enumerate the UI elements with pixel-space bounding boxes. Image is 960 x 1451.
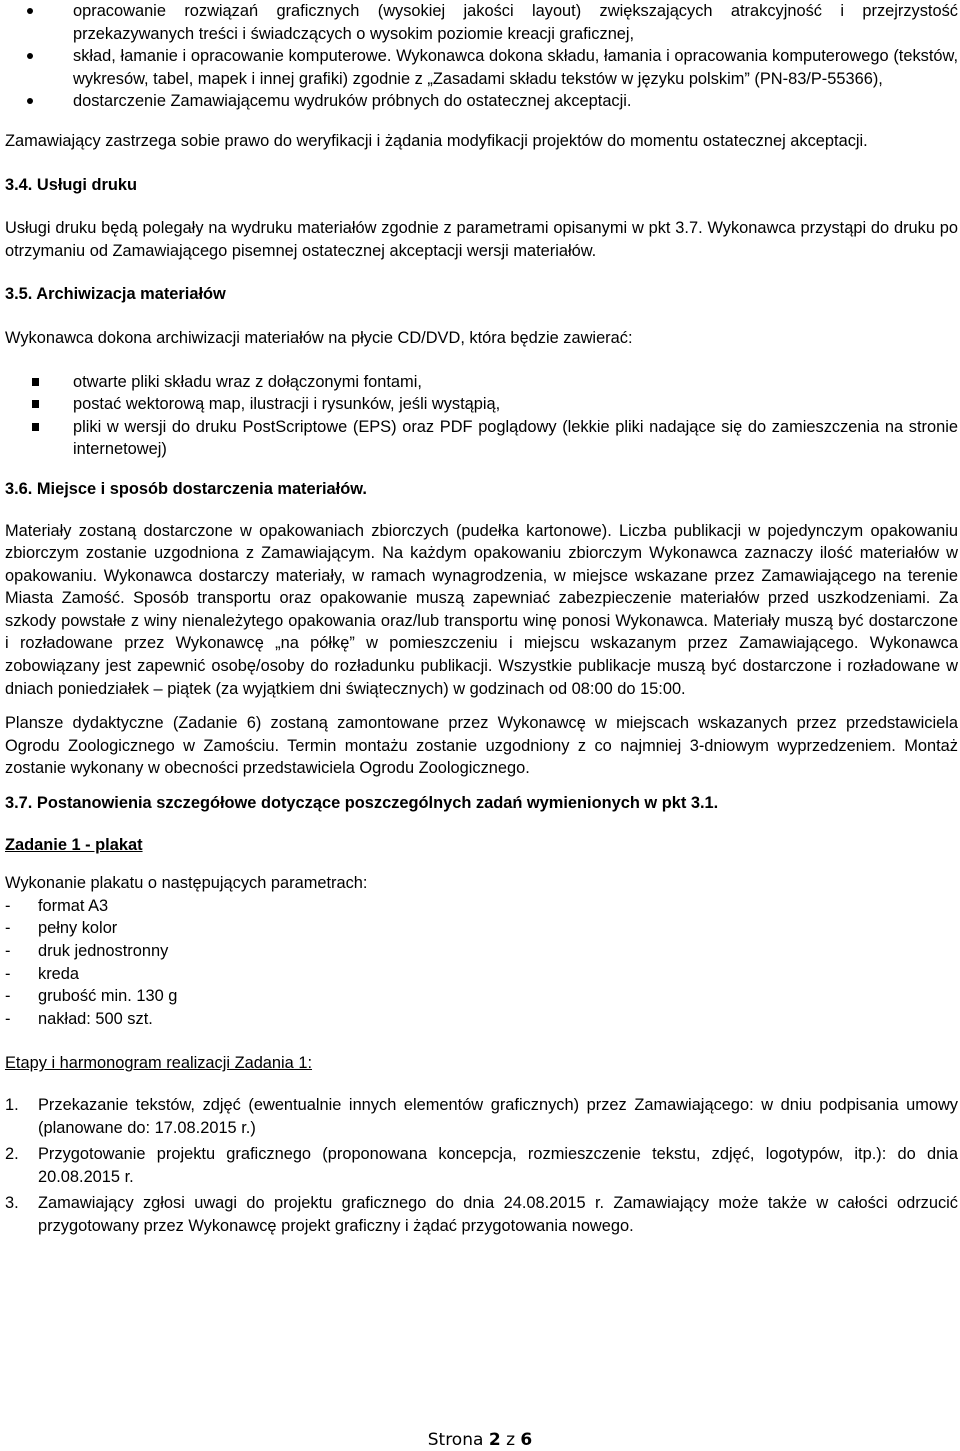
section-heading-3-7: 3.7. Postanowienia szczegółowe dotyczące poszczególnych zadań wymienionych w pkt 3.1. bbox=[5, 794, 719, 813]
square-bullet-icon bbox=[32, 378, 39, 386]
task-1-stages-title: Etapy i harmonogram realizacji Zadania 1: bbox=[5, 1054, 313, 1073]
task-1-params-list bbox=[5, 895, 958, 1031]
section-3-6-paragraph-1: Materiały zostaną dostarczone w opakowaniach zbiorczych (pudełka kartonowe). Liczba publikacji w pojedynczym opakowaniu zbiorczym zostanie uzgodniona z Zamawiającym. Na każdym opakowaniu zbiorczym Wykonawca zaznaczy ilość materiałów w opakowaniu. Wykonawca dostarczy materiały, w ramach wynagrodzenia, w miejsce wskazane przez Zamawiającego na terenie Miasta Zamość. Sposób transportu oraz opakowanie muszą zapewniać zabezpieczenie materiałów przed uszkodzeniami. Za szkody powstałe z winy nienależytego opakowania oraz/lub transportu winę ponosi Wykonawca. Materiały muszą być dostarczone i rozładowane przez Wykonawcę „na półkę” w pomieszczeniu i miejscu wskazanym przez Zamawiającego. Wykonawca zobowiązany jest zapewnić osobę/osoby do rozładunku publikacji. Wszystkie publikacje muszą być dostarczone i rozładowane w dniach poniedziałek – piątek (za wyjątkiem dni świątecznych) w godzinach od 08:00 do 15:00. bbox=[5, 521, 958, 698]
list-item: - pełny kolor bbox=[5, 919, 118, 938]
section-heading-3-4: 3.4. Usługi druku bbox=[5, 175, 138, 194]
list-item: - kreda bbox=[5, 964, 80, 983]
list-item: dostarczenie Zamawiającemu wydruków próbnych do ostatecznej akceptacji. bbox=[5, 90, 958, 113]
task-1-params-intro: Wykonanie plakatu o następujących parametrach: bbox=[5, 874, 368, 893]
bullet-dot-icon bbox=[27, 8, 33, 14]
page-number-footer: Strona 2 z 6 bbox=[427, 1430, 533, 1450]
list-item: 2. Przygotowanie projektu graficznego (proponowana koncepcja, rozmieszczenie tekstu, zdjęć, logotypów, itp.): do dnia 20.08.2015 r. bbox=[5, 1145, 958, 1186]
list-item: 3. Zamawiający zgłosi uwagi do projektu graficznego do dnia 24.08.2015 r. Zamawiający może także w całości odrzucić przygotowany przez Wykonawcę projekt graficzny i żądać przygotowania nowego. bbox=[5, 1194, 958, 1235]
bullet-dot-icon bbox=[27, 98, 33, 104]
page-content bbox=[5, 0, 958, 1242]
task-1-stages-list bbox=[5, 1094, 958, 1238]
list-item: otwarte pliki składu wraz z dołączonymi fontami, bbox=[5, 371, 958, 394]
section-heading-3-5: 3.5. Archiwizacja materiałów bbox=[5, 285, 226, 304]
section-3-4-text: Usługi druku będą polegały na wydruku materiałów zgodnie z parametrami opisanymi w pkt 3.7. Wykonawca przystąpi do druku po otrzymaniu od Zamawiającego pisemnej ostatecznej akceptacji wersji materiałów. bbox=[5, 219, 958, 260]
list-item: 1. Przekazanie tekstów, zdjęć (ewentualnie innych elementów graficznych) przez Zamawiającego: w dniu podpisania umowy (planowane do: 17.08.2015 r.) bbox=[5, 1095, 958, 1137]
square-bullet-icon bbox=[32, 423, 39, 431]
intro-bullet-list bbox=[5, 0, 958, 113]
list-item: pliki w wersji do druku PostScriptowe (EPS) oraz PDF poglądowy (lekkie pliki nadające się do zamieszczenia na stronie internetowej) bbox=[5, 416, 958, 461]
section-heading-3-6: 3.6. Miejsce i sposób dostarczenia materiałów. bbox=[5, 479, 367, 498]
list-item: - grubość min. 130 g bbox=[5, 987, 178, 1006]
square-bullet-icon bbox=[32, 400, 39, 408]
list-item: skład, łamanie i opracowanie komputerowe. Wykonawca dokona składu, łamania i opracowania komputerowego (tekstów, wykresów, tabel, mapek i innej grafiki) zgodnie z „Zasadami składu tekstów w języku polskim” (PN-83/P-55366), bbox=[5, 45, 958, 90]
bullet-dot-icon bbox=[27, 53, 33, 59]
list-item: postać wektorową map, ilustracji i rysunków, jeśli wystąpią, bbox=[5, 393, 958, 416]
archive-contents-list bbox=[5, 371, 958, 461]
section-3-5-intro: Wykonawca dokona archiwizacji materiałów na płycie CD/DVD, która będzie zawierać: bbox=[5, 328, 633, 347]
list-item: - nakład: 500 szt. bbox=[5, 1009, 153, 1028]
task-1-title: Zadanie 1 - plakat bbox=[5, 835, 143, 854]
list-item: - format A3 bbox=[5, 896, 109, 915]
list-item: - druk jednostronny bbox=[5, 942, 169, 960]
section-3-6-paragraph-2: Plansze dydaktyczne (Zadanie 6) zostaną zamontowane przez Wykonawcę w miejscach wskazanych przez przedstawiciela Ogrodu Zoologicznego w Zamościu. Termin montażu zostanie uzgodniony z co najmniej 3-dniowym wyprzedzeniem. Montaż zostanie wykonany w obecności przedstawiciela Ogrodu Zoologicznego. bbox=[5, 714, 958, 778]
list-item: opracowanie rozwiązań graficznych (wysokiej jakości layout) zwiększających atrakcyjność i przejrzystość przekazywanych treści i świadczących o wysokim poziomie kreacji graficznej, bbox=[5, 0, 958, 45]
verification-paragraph: Zamawiający zastrzega sobie prawo do weryfikacji i żądania modyfikacji projektów do momentu ostatecznej akceptacji. bbox=[5, 131, 868, 150]
